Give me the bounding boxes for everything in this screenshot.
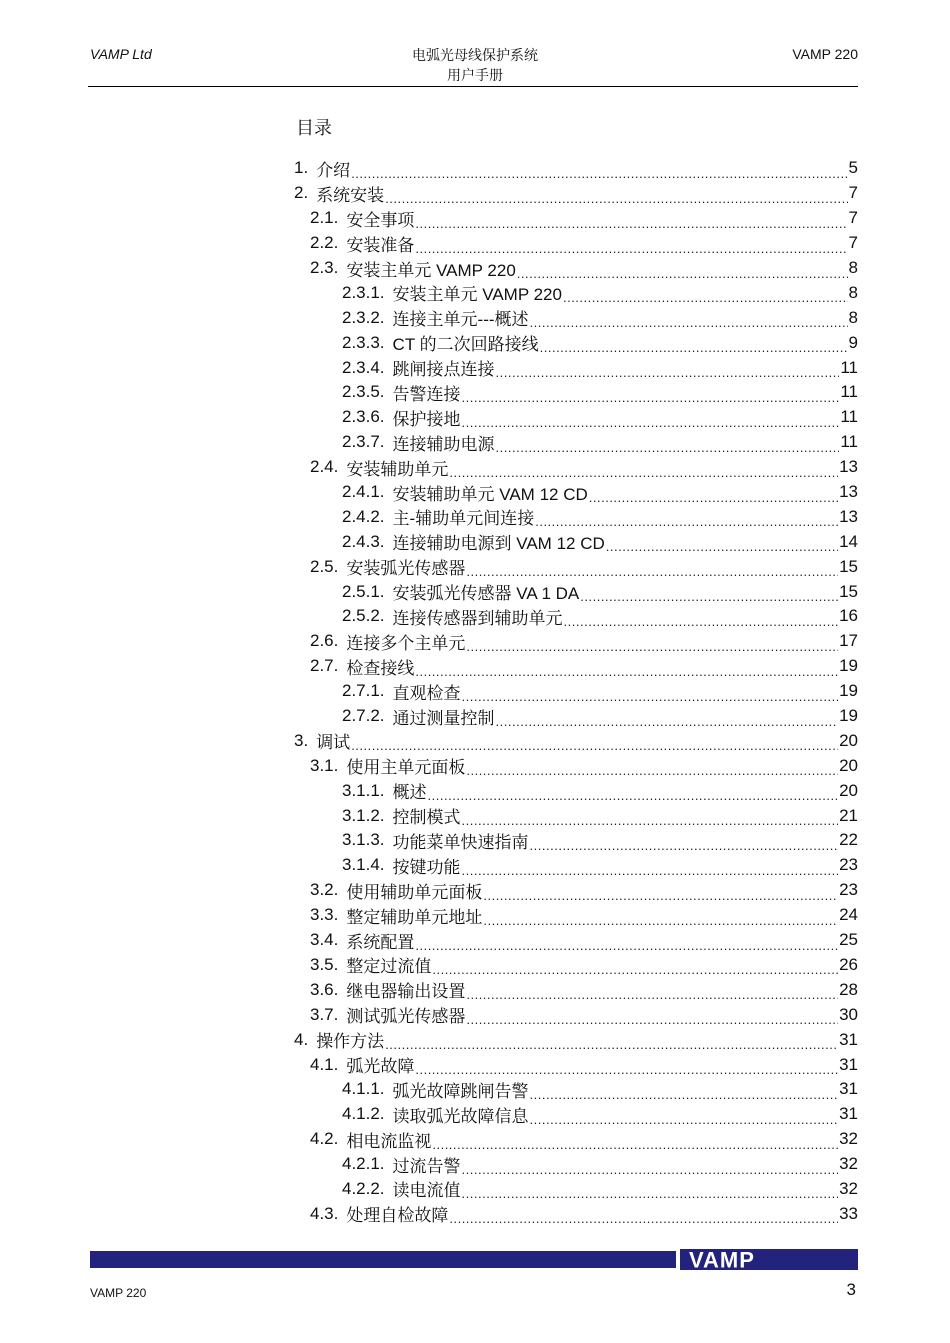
toc-leader-dots [385, 1034, 838, 1051]
footer-product: VAMP 220 [90, 1286, 147, 1300]
toc-entry[interactable] [294, 430, 858, 455]
toc-entry[interactable] [294, 654, 858, 679]
toc-leader-dots [415, 1059, 838, 1076]
header-divider [88, 86, 858, 87]
toc-entry-title: 告警连接 [392, 384, 461, 404]
toc-entry-title: 安装辅助单元 VAM 12 CD [392, 484, 588, 504]
toc-entry[interactable] [294, 156, 858, 181]
toc-entry-page: 13 [839, 482, 858, 502]
toc-leader-dots [462, 860, 839, 877]
toc-entry[interactable] [294, 455, 858, 480]
toc-entry-page: 13 [839, 506, 858, 526]
toc-leader-dots [530, 1109, 839, 1126]
toc-entry-number: 2.2. [310, 233, 339, 253]
toc-entry-title: 按键功能 [392, 857, 461, 877]
toc-entry[interactable] [294, 529, 858, 554]
toc-leader-dots [462, 810, 839, 827]
toc-entry-page: 9 [848, 332, 858, 352]
toc-entry-page: 19 [839, 706, 858, 726]
toc-entry-page: 20 [839, 780, 858, 800]
toc-entry[interactable] [294, 1201, 858, 1226]
toc-entry-title: 控制模式 [392, 808, 461, 828]
toc-entry-page: 31 [839, 1029, 858, 1049]
toc-entry-title: 测试弧光传感器 [346, 1007, 466, 1027]
vamp-logo [680, 1249, 858, 1270]
toc-entry[interactable] [294, 330, 858, 355]
toc-entry-title: 使用辅助单元面板 [346, 882, 483, 902]
toc-entry-number: 2.4.2. [342, 506, 385, 526]
toc-leader-dots [466, 984, 838, 1001]
toc-entry-page: 31 [839, 1079, 858, 1099]
toc-entry-page: 19 [839, 681, 858, 701]
toc-entry-number: 2.6. [310, 631, 339, 651]
toc-leader-dots [415, 213, 847, 230]
toc-entry-number: 3.1. [310, 755, 339, 775]
toc-entry-title: 继电器输出设置 [346, 982, 466, 1002]
toc-entry[interactable] [294, 953, 858, 978]
toc-entry-title: CT 的二次回路接线 [392, 335, 539, 355]
toc-entry-number: 4. [294, 1029, 309, 1049]
toc-entry-number: 3.3. [310, 905, 339, 925]
toc-entry-title: 弧光故障跳闸告警 [392, 1081, 529, 1101]
toc-entry-title: 主-辅助单元间连接 [392, 509, 535, 529]
toc-entry-title: 通过测量控制 [392, 708, 495, 728]
toc-entry-number: 2.3.6. [342, 407, 385, 427]
toc-entry-title: 安装弧光传感器 VA 1 DA [392, 584, 580, 604]
toc-leader-dots [432, 1134, 838, 1151]
toc-entry-number: 2.1. [310, 208, 339, 228]
header-title-line2: 用户手册 [447, 67, 503, 83]
toc-entry-title: 调试 [316, 733, 351, 753]
toc-entry-page: 8 [848, 307, 858, 327]
toc-entry-number: 4.2.1. [342, 1154, 385, 1174]
toc-entry-page: 32 [839, 1178, 858, 1198]
toc-entry[interactable] [294, 256, 858, 281]
toc-entry-title: 安装弧光传感器 [346, 559, 466, 579]
toc-entry-page: 8 [848, 282, 858, 302]
toc-entry-title: 整定过流值 [346, 957, 432, 977]
toc-entry[interactable] [294, 405, 858, 430]
toc-entry[interactable] [294, 878, 858, 903]
toc-entry-title: 安装主单元 VAMP 220 [346, 260, 516, 280]
toc-entry[interactable] [294, 629, 858, 654]
toc-leader-dots [462, 1159, 839, 1176]
toc-entry[interactable] [294, 728, 858, 753]
toc-entry-title: 连接主单元---概述 [392, 310, 529, 330]
toc-entry-page: 11 [840, 432, 858, 452]
header-company: VAMP Ltd [90, 46, 152, 62]
toc-entry-page: 31 [839, 1104, 858, 1124]
toc-entry[interactable] [294, 803, 858, 828]
toc-entry-page: 25 [839, 930, 858, 950]
toc-leader-dots [466, 561, 838, 578]
toc-entry[interactable] [294, 231, 858, 256]
toc-entry-title: 介绍 [316, 160, 351, 180]
toc-entry-title: 连接辅助电源到 VAM 12 CD [392, 534, 605, 554]
toc-entry-number: 3.1.2. [342, 805, 385, 825]
toc-entry-number: 3.4. [310, 930, 339, 950]
toc-entry-title: 系统安装 [316, 185, 385, 205]
toc-entry-title: 检查接线 [346, 658, 415, 678]
toc-entry[interactable] [294, 1052, 858, 1077]
toc-title: 目录 [296, 118, 332, 138]
header-title-line1: 电弧光母线保护系统 [412, 47, 538, 63]
toc-entry-title: 概述 [392, 783, 427, 803]
toc-entry-number: 3.7. [310, 1004, 339, 1024]
toc-entry-page: 13 [839, 457, 858, 477]
toc-entry-number: 4.3. [310, 1203, 339, 1223]
toc-leader-dots [351, 735, 838, 752]
toc-entry[interactable] [294, 704, 858, 729]
toc-entry-page: 22 [839, 830, 858, 850]
toc-entry[interactable] [294, 977, 858, 1002]
table-of-contents [294, 156, 858, 1226]
toc-entry-page: 11 [840, 407, 858, 427]
toc-entry-page: 24 [839, 905, 858, 925]
toc-entry[interactable] [294, 206, 858, 231]
toc-leader-dots [462, 387, 840, 404]
toc-leader-dots [530, 312, 848, 329]
toc-entry-title: 弧光故障 [346, 1057, 415, 1077]
toc-entry[interactable] [294, 828, 858, 853]
toc-entry[interactable] [294, 355, 858, 380]
toc-leader-dots [385, 188, 847, 205]
toc-entry-title: 安装辅助单元 [346, 459, 449, 479]
toc-entry-page: 32 [839, 1154, 858, 1174]
toc-entry-page: 14 [839, 531, 858, 551]
toc-leader-dots [496, 362, 840, 379]
toc-leader-dots [415, 661, 838, 678]
toc-entry[interactable] [294, 480, 858, 505]
toc-entry[interactable] [294, 1077, 858, 1102]
toc-entry-number: 1. [294, 158, 309, 178]
toc-entry[interactable] [294, 579, 858, 604]
toc-entry[interactable] [294, 778, 858, 803]
toc-leader-dots [580, 586, 838, 603]
toc-entry-page: 15 [839, 556, 858, 576]
toc-leader-dots [530, 1084, 839, 1101]
toc-entry-number: 4.1.1. [342, 1079, 385, 1099]
toc-entry-number: 3.5. [310, 954, 339, 974]
toc-leader-dots [432, 959, 838, 976]
toc-entry-number: 2.4. [310, 457, 339, 477]
toc-entry-number: 2.3.1. [342, 282, 385, 302]
toc-entry-page: 11 [840, 357, 858, 377]
toc-entry-number: 2.5.2. [342, 606, 385, 626]
toc-entry-number: 2.3.2. [342, 307, 385, 327]
toc-entry-title: 处理自检故障 [346, 1206, 449, 1226]
toc-entry-page: 21 [839, 805, 858, 825]
header-title [375, 45, 575, 85]
toc-entry-title: 安装准备 [346, 235, 415, 255]
toc-leader-dots [530, 835, 839, 852]
toc-entry-number: 2.5. [310, 556, 339, 576]
toc-leader-dots [462, 686, 839, 703]
toc-entry[interactable] [294, 1127, 858, 1152]
toc-entry[interactable] [294, 181, 858, 206]
toc-leader-dots [517, 263, 848, 280]
toc-entry-title: 连接多个主单元 [346, 633, 466, 653]
toc-entry-title: 整定辅助单元地址 [346, 907, 483, 927]
toc-entry-number: 4.1. [310, 1054, 339, 1074]
toc-entry[interactable] [294, 753, 858, 778]
toc-entry-number: 2.3.4. [342, 357, 385, 377]
toc-entry-number: 2.3.3. [342, 332, 385, 352]
toc-entry-page: 8 [848, 258, 858, 277]
toc-entry-number: 2.3.5. [342, 382, 385, 402]
toc-entry-page: 23 [839, 855, 858, 875]
toc-entry-page: 30 [839, 1004, 858, 1024]
toc-leader-dots [415, 238, 847, 255]
toc-entry[interactable] [294, 280, 858, 305]
toc-entry-number: 4.2. [310, 1129, 339, 1149]
toc-entry-title: 相电流监视 [346, 1131, 432, 1151]
toc-entry-number: 2.7. [310, 656, 339, 676]
toc-entry-number: 2.5.1. [342, 581, 385, 601]
toc-entry-title: 读电流值 [392, 1181, 461, 1201]
toc-leader-dots [496, 437, 840, 454]
toc-leader-dots [563, 287, 848, 304]
toc-entry[interactable] [294, 928, 858, 953]
toc-entry[interactable] [294, 380, 858, 405]
toc-entry-number: 4.1.2. [342, 1104, 385, 1124]
toc-entry-title: 系统配置 [346, 932, 415, 952]
toc-entry-number: 2.3. [310, 258, 339, 277]
toc-entry[interactable] [294, 679, 858, 704]
toc-entry[interactable] [294, 554, 858, 579]
toc-entry[interactable] [294, 1027, 858, 1052]
toc-entry-page: 20 [839, 730, 858, 750]
toc-entry[interactable] [294, 1152, 858, 1177]
toc-entry-page: 33 [839, 1203, 858, 1223]
footer-bar [90, 1251, 676, 1268]
toc-leader-dots [466, 760, 838, 777]
toc-entry[interactable] [294, 504, 858, 529]
toc-leader-dots [540, 337, 848, 354]
toc-entry[interactable] [294, 1102, 858, 1127]
toc-entry-title: 使用主单元面板 [346, 758, 466, 778]
toc-entry-page: 16 [839, 606, 858, 626]
toc-entry-page: 5 [848, 158, 858, 178]
toc-entry-title: 连接辅助电源 [392, 434, 495, 454]
toc-entry-page: 19 [839, 656, 858, 676]
toc-entry-number: 2.7.1. [342, 681, 385, 701]
toc-leader-dots [466, 636, 838, 653]
toc-leader-dots [483, 910, 838, 927]
toc-entry-title: 保护接地 [392, 409, 461, 429]
toc-leader-dots [466, 1009, 838, 1026]
toc-entry-title: 直观检查 [392, 683, 461, 703]
toc-entry-title: 连接传感器到辅助单元 [392, 608, 563, 628]
toc-entry-title: 过流告警 [392, 1156, 461, 1176]
toc-leader-dots [449, 462, 838, 479]
toc-entry-title: 安全事项 [346, 210, 415, 230]
toc-entry[interactable] [294, 1177, 858, 1202]
toc-leader-dots [606, 536, 838, 553]
toc-entry-page: 28 [839, 979, 858, 999]
toc-entry-page: 11 [840, 382, 858, 402]
toc-leader-dots [351, 163, 847, 180]
toc-leader-dots [589, 487, 838, 504]
toc-entry-number: 3.1.4. [342, 855, 385, 875]
page-number: 3 [846, 1280, 856, 1299]
vamp-logo-text: VAMP [689, 1249, 755, 1270]
toc-leader-dots [449, 1208, 838, 1225]
toc-entry[interactable] [294, 604, 858, 629]
toc-entry-page: 26 [839, 954, 858, 974]
toc-entry-number: 3.1.3. [342, 830, 385, 850]
toc-leader-dots [564, 611, 839, 628]
toc-entry-page: 31 [839, 1054, 858, 1074]
toc-entry-title: 功能菜单快速指南 [392, 833, 529, 852]
toc-entry-page: 7 [848, 208, 858, 228]
toc-entry-number: 2.4.3. [342, 531, 385, 551]
toc-entry-number: 2.7.2. [342, 706, 385, 726]
toc-entry-number: 3. [294, 730, 309, 750]
header-product: VAMP 220 [792, 46, 858, 62]
toc-entry-page: 7 [848, 233, 858, 253]
toc-entry-number: 2.3.7. [342, 432, 385, 452]
toc-entry-page: 7 [848, 183, 858, 203]
toc-leader-dots [462, 412, 840, 429]
toc-leader-dots [496, 711, 839, 728]
toc-entry-number: 3.6. [310, 979, 339, 999]
toc-leader-dots [462, 1183, 839, 1200]
toc-entry-number: 2.4.1. [342, 482, 385, 502]
toc-leader-dots [483, 885, 838, 902]
toc-entry-page: 17 [839, 631, 858, 651]
toc-entry-number: 3.2. [310, 880, 339, 900]
toc-entry-title: 安装主单元 VAMP 220 [392, 285, 562, 305]
toc-leader-dots [535, 511, 838, 528]
toc-entry[interactable] [294, 1002, 858, 1027]
toc-entry-page: 23 [839, 880, 858, 900]
toc-entry-number: 2. [294, 183, 309, 203]
toc-leader-dots [415, 935, 838, 952]
toc-entry[interactable] [294, 903, 858, 928]
toc-entry-page: 20 [839, 755, 858, 775]
toc-entry[interactable] [294, 853, 858, 878]
toc-entry-title: 读取弧光故障信息 [392, 1106, 529, 1126]
toc-entry[interactable] [294, 305, 858, 330]
toc-entry-number: 4.2.2. [342, 1178, 385, 1198]
toc-entry-page: 32 [839, 1129, 858, 1149]
toc-entry-title: 跳闸接点连接 [392, 360, 495, 380]
toc-entry-title: 操作方法 [316, 1032, 385, 1052]
toc-entry-page: 15 [839, 581, 858, 601]
toc-entry-number: 3.1.1. [342, 780, 385, 800]
toc-leader-dots [428, 785, 839, 802]
